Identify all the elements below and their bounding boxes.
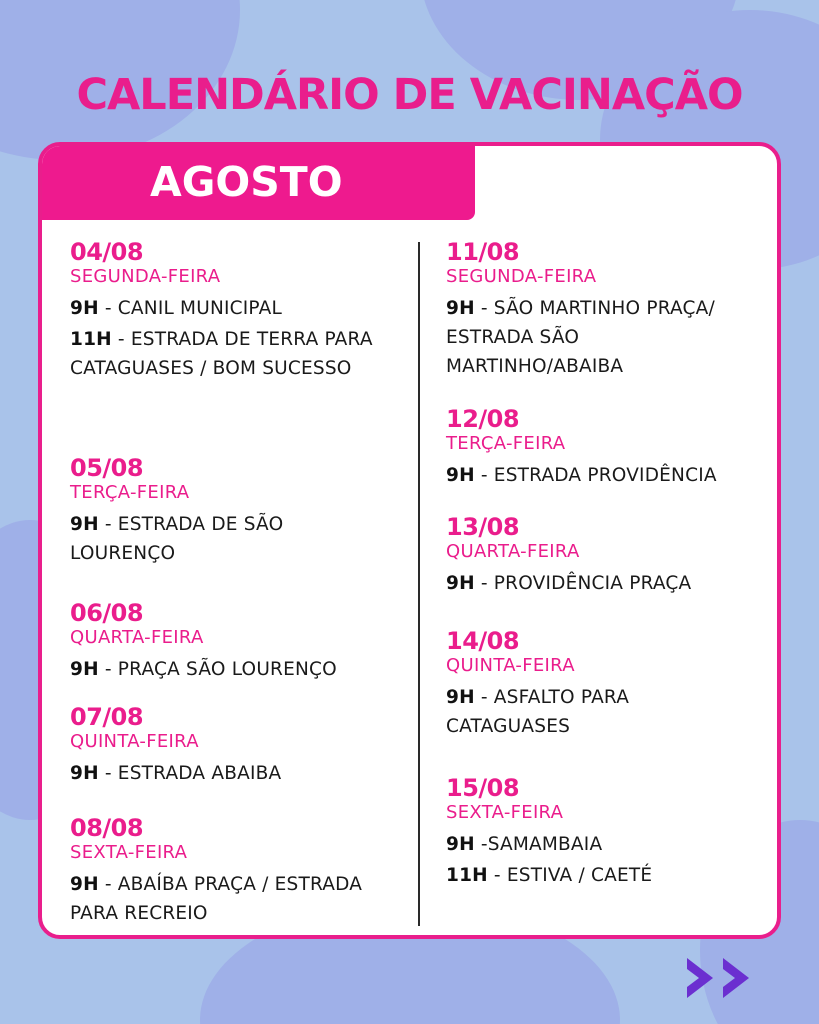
day-block xyxy=(70,703,380,788)
entry-time: 9H xyxy=(70,874,99,895)
entry-place: - ESTRADA DE TERRA PARA CATAGUASES / BOM SUCESSO xyxy=(70,329,373,379)
entry-time: 9H xyxy=(446,465,475,486)
entry-time: 9H xyxy=(70,763,99,784)
day-block xyxy=(70,238,380,383)
schedule-entry xyxy=(70,294,380,323)
day-date: 14/08 xyxy=(446,627,520,655)
entry-time: 9H xyxy=(446,834,475,855)
month-label: AGOSTO xyxy=(150,158,343,206)
day-weekday: TERÇA-FEIRA xyxy=(70,482,190,503)
day-weekday: QUARTA-FEIRA xyxy=(70,627,204,648)
entry-time: 11H xyxy=(446,865,488,886)
schedule-entry xyxy=(446,569,756,598)
entry-place: - ESTIVA / CAETÉ xyxy=(487,865,653,886)
entry-time: 9H xyxy=(70,514,99,535)
schedule-entry xyxy=(446,861,746,890)
day-block xyxy=(446,774,746,890)
day-weekday: SEGUNDA-FEIRA xyxy=(446,266,597,287)
schedule-entry xyxy=(70,870,380,928)
day-block xyxy=(446,238,746,381)
entry-place: - PRAÇA SÃO LOURENÇO xyxy=(98,659,337,680)
entry-place: - ESTRADA PROVIDÊNCIA xyxy=(474,465,717,486)
double-chevron-right-icon[interactable] xyxy=(683,954,763,1002)
entry-time: 9H xyxy=(446,573,475,594)
day-block xyxy=(446,405,756,490)
day-block xyxy=(70,454,380,568)
entry-place: - PROVIDÊNCIA PRAÇA xyxy=(474,573,692,594)
entry-place: -SAMAMBAIA xyxy=(474,834,603,855)
day-weekday: QUINTA-FEIRA xyxy=(70,731,199,752)
entry-time: 9H xyxy=(446,298,475,319)
day-date: 08/08 xyxy=(70,814,144,842)
entry-place: - ASFALTO PARA CATAGUASES xyxy=(446,687,630,737)
column-divider xyxy=(418,242,420,926)
entry-time: 9H xyxy=(70,659,99,680)
day-date: 11/08 xyxy=(446,238,520,266)
day-weekday: TERÇA-FEIRA xyxy=(446,433,566,454)
day-weekday: QUINTA-FEIRA xyxy=(446,655,575,676)
day-date: 06/08 xyxy=(70,599,144,627)
day-block xyxy=(446,627,746,741)
entry-place: - CANIL MUNICIPAL xyxy=(98,298,282,319)
schedule-entry xyxy=(70,759,380,788)
day-weekday: SEXTA-FEIRA xyxy=(446,802,564,823)
day-date: 04/08 xyxy=(70,238,144,266)
day-weekday: SEXTA-FEIRA xyxy=(70,842,188,863)
schedule-entry xyxy=(70,325,380,383)
entry-time: 9H xyxy=(70,298,99,319)
day-date: 13/08 xyxy=(446,513,520,541)
entry-place: - ESTRADA DE SÃO LOURENÇO xyxy=(70,514,284,564)
day-block xyxy=(70,814,380,928)
month-tab xyxy=(42,146,475,220)
entry-time: 11H xyxy=(70,329,112,350)
schedule-entry xyxy=(446,830,746,859)
schedule-entry xyxy=(446,683,746,741)
schedule-entry xyxy=(446,294,746,381)
day-date: 15/08 xyxy=(446,774,520,802)
schedule-entry xyxy=(446,461,756,490)
page-title: CALENDÁRIO DE VACINAÇÃO xyxy=(76,70,743,120)
schedule-entry xyxy=(70,510,380,568)
day-weekday: QUARTA-FEIRA xyxy=(446,541,580,562)
day-date: 07/08 xyxy=(70,703,144,731)
entry-place: - ABAÍBA PRAÇA / ESTRADA PARA RECREIO xyxy=(70,874,363,924)
schedule-card xyxy=(38,142,781,939)
entry-place: - SÃO MARTINHO PRAÇA/ ESTRADA SÃO MARTINHO/ABAIBA xyxy=(446,298,715,377)
day-block xyxy=(70,599,400,684)
schedule-entry xyxy=(70,655,400,684)
day-date: 12/08 xyxy=(446,405,520,433)
day-date: 05/08 xyxy=(70,454,144,482)
entry-place: - ESTRADA ABAIBA xyxy=(98,763,282,784)
day-block xyxy=(446,513,756,598)
entry-time: 9H xyxy=(446,687,475,708)
day-weekday: SEGUNDA-FEIRA xyxy=(70,266,221,287)
